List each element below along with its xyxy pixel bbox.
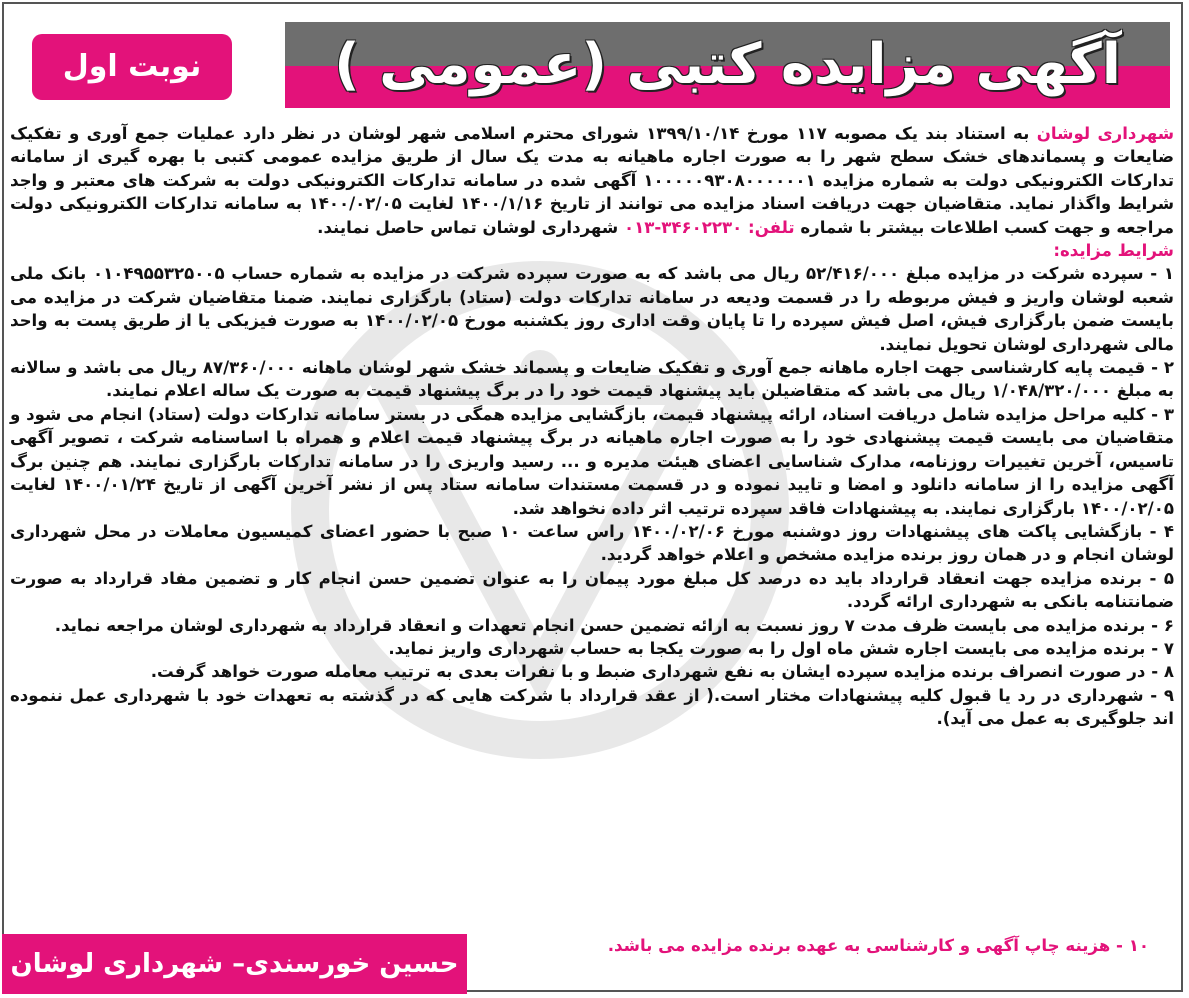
condition-item-printing-cost: ۱۰ - هزینه چاپ آگهی و کارشناسی به عهده برنده مزایده می باشد. [607, 936, 1149, 955]
phone-number: تلفن: ۳۴۶۰۲۲۳۰-۰۱۳ [623, 217, 795, 237]
turn-badge: نوبت اول [32, 34, 232, 100]
condition-item: ۱ - سپرده شرکت در مزایده مبلغ ۵۲/۴۱۶/۰۰۰ ریال می باشد که به صورت سپرده شرکت در مزایده به شماره حساب ۰۱۰۴۹۵۵۳۲۵۰۰۵ بانک ملی شعبه لوشان واریز و فیش مربوطه را در قسمت ودیعه در سامانه تدارکات دولت (ستاد) بارگزاری نمایند. ضمنا متقاضیان شرکت در مزایده می بایست ضمن بارگزاری فیش، اصل فیش سپرده را تا پایان وقت اداری روز یکشنبه مورخ ۱۴۰۰/۰۲/۰۵ به صورت فیزیکی یا از طریق پست به واحد مالی شهرداری لوشان تحویل نمایند. [10, 264, 1174, 354]
intro-text-2: شهرداری لوشان تماس حاصل نمایند. [317, 217, 624, 237]
intro-text-1: به استناد بند یک مصوبه ۱۱۷ مورخ ۱۳۹۹/۱۰/۱۴ شورای محترم اسلامی شهر لوشان در نظر دارد عملیات جمع آوری و تفکیک ضایعات و پسماندهای خشک سطح شهر را به صورت اجاره ماهیانه به مدت یک سال از طریق مزایده عمومی کتبی با بهره گیری از سامانه تدارکات الکترونیکی دولت به شماره مزایده ۱۰۰۰۰۰۹۳۰۸۰۰۰۰۰۰۱ آگهی شده در سامانه تدارکات الکترونیکی دولت به شرکت های معتبر و واجد شرایط واگذار نماید. متقاضیان جهت دریافت اسناد مزایده می توانند از تاریخ ۱۴۰۰/۱/۱۶ لغایت ۱۴۰۰/۰۲/۰۵ به سامانه تدارکات الکترونیکی دولت مراجعه و جهت کسب اطلاعات بیشتر با شماره [10, 124, 1175, 237]
condition-item: ۴ - بازگشایی پاکت های پیشنهادات روز دوشنبه مورخ ۱۴۰۰/۰۲/۰۶ راس ساعت ۱۰ صبح با حضور اعضای کمیسیون معاملات در محل شهرداری لوشان انجام و در همان روز برنده مزایده مشخص و اعلام خواهد گردید. [10, 521, 1175, 565]
condition-item: ۵ - برنده مزایده جهت انعقاد قرارداد باید ده درصد کل مبلغ مورد پیمان را به عنوان تضمین حسن انجام کار و تضمین مفاد قرارداد به صورت ضمانتنامه بانکی به شهرداری ارائه گردد. [10, 568, 1174, 612]
condition-item: ۶ - برنده مزایده می بایست ظرف مدت ۷ روز نسبت به ارائه تضمین حسن انجام تعهدات و انعقاد قرارداد به شهرداری لوشان مراجعه نماید. [54, 615, 1174, 635]
ad-body [10, 122, 1174, 731]
condition-item: ۹ - شهرداری در رد یا قبول کلیه پیشنهادات مختار است.( از عقد قرارداد با شرکت هایی که در گذشته به تعهدات خود با شهرداری عمل ننموده اند جلوگیری به عمل می آید). [10, 685, 1174, 729]
signature-band: حسین خورسندی– شهرداری لوشان [2, 934, 467, 994]
conditions-heading: شرایط مزایده: [1053, 241, 1174, 261]
page-title: آگهی مزایده کتبی (عمومی ) [334, 32, 1121, 97]
intro-paragraph [10, 122, 1174, 239]
condition-item: ۸ - در صورت انصراف برنده مزایده سپرده ایشان به نفع شهرداری ضبط و با نفرات بعدی به ترتیب معامله صورت خواهد گرفت. [150, 662, 1174, 682]
condition-item: ۲ - قیمت پایه کارشناسی جهت اجاره ماهانه جمع آوری و تفکیک ضایعات و پسماند خشک شهر لوشان ماهانه ۸۷/۳۶۰/۰۰۰ ریال می باشد و سالانه به مبلغ ۱/۰۴۸/۳۲۰/۰۰۰ ریال می باشد که متقاضیلن باید پیشنهاد قیمت خود را در برگ پیشنهاد قیمت به صورت یک ساله اعلام نمایند. [10, 358, 1174, 401]
org-name: شهرداری لوشان [1036, 124, 1175, 143]
header-band [285, 22, 1170, 108]
condition-item: ۷ - برنده مزایده می بایست اجاره شش ماه اول را به صورت یکجا به حساب شهرداری واریز نماید. [388, 638, 1174, 658]
condition-item: ۳ - کلیه مراحل مزایده شامل دریافت اسناد، ارائه پیشنهاد قیمت، بازگشایی مزایده همگی در بستر سامانه تدارکات دولت (ستاد) انجام می شود و متقاضیان می بایست قیمت پیشنهادی خود را به صورت اجاره ماهیانه در برگ پیشنهاد قیمت اعلام و همراه با اساسنامه شرکت ، تصویر آگهی تاسیس، آخرین تغییرات روزنامه، مدارک شناسایی اعضای هیئت مدیره و ... رسید واریزی را در سامانه تدارکات بارگزاری نمایند. هم چنین برگ آگهی مزایده را از سامانه دانلود و امضا و تایید نموده و در قسمت مستندات سامانه ستاد پس از نشر آخرین آگهی از تاریخ ۱۴۰۰/۰۱/۲۴ لغایت ۱۴۰۰/۰۲/۰۵ بارگزاری نمایند. به پیشنهادات فاقد سپرده ترتیب اثر داده نخواهد شد. [10, 404, 1174, 518]
